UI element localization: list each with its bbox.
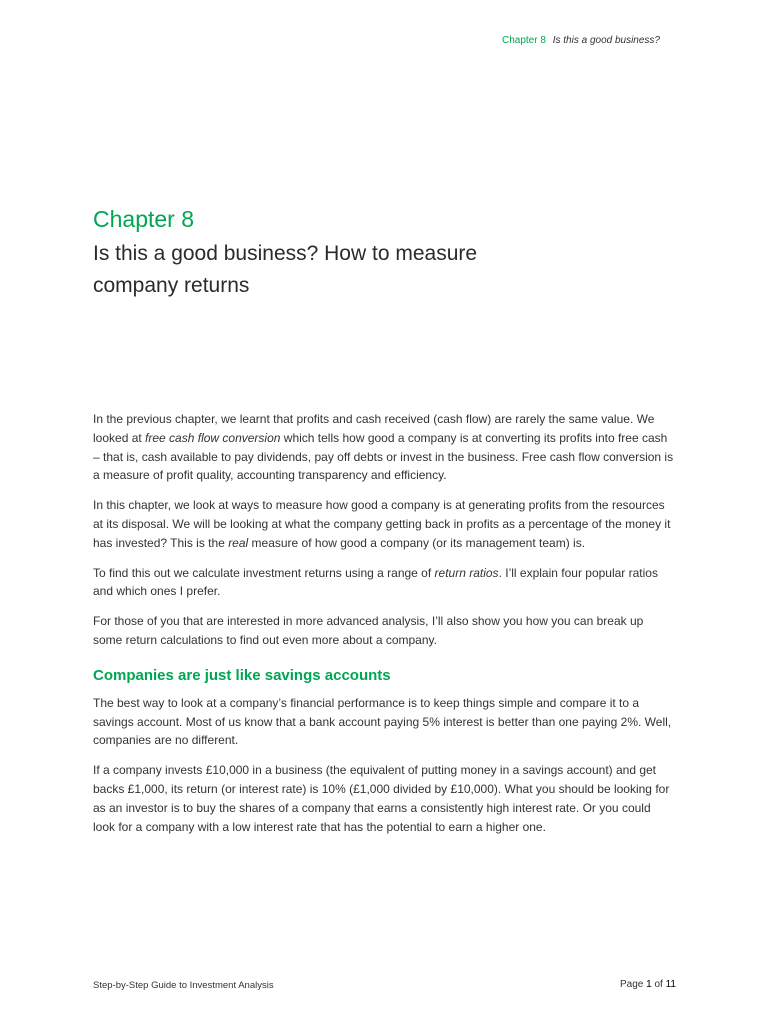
paragraph-1: [93, 410, 675, 485]
page-label: Page: [620, 979, 644, 990]
body-text: [93, 410, 675, 847]
paragraph-4: For those of you that are interested in more advanced analysis, I’ll also show you how you can break up some return calculations to find out even more about a company.: [93, 614, 644, 647]
paragraph-6: If a company invests £10,000 in a business (the equivalent of putting money in a savings account) and get backs £1,000, its return (or interest rate) is 10% (£1,000 divided by £10,000). What you should be looking for as an investor is to buy the shares of a company that earns a consistently high interest rate. Or you could look for a company with a low interest rate that has the potential to earn a higher one.: [93, 763, 670, 834]
running-header: [502, 35, 660, 46]
chapter-title-line2: company returns: [93, 274, 250, 297]
footer-page-number: [620, 979, 676, 990]
paragraph-3-text-a: To find this out we calculate investment returns using a range of: [93, 565, 435, 580]
paragraph-1-emphasis: free cash flow conversion: [145, 430, 281, 445]
section-heading: Companies are just like savings accounts: [93, 666, 391, 684]
paragraph-1-text-b: which tells how good a company is at converting its profits into free cash – that is, cash available to pay dividends, pay off debts or invest in the business. Free cash flow conversion is a measure of profit quality, accounting transparency and efficiency.: [93, 430, 674, 483]
chapter-title-line1: Is this a good business? How to measure: [93, 242, 478, 265]
paragraph-5: The best way to look at a company’s financial performance is to keep things simple and compare it to a savings account. Most of us know that a bank account paying 5% interest is better than one paying 2%. Well, companies are no different.: [93, 695, 672, 748]
paragraph-3-emphasis: return ratios: [434, 565, 499, 580]
page-current: 1: [646, 979, 652, 990]
paragraph-2-emphasis: real: [228, 535, 249, 550]
paragraph-2-text-a: In this chapter, we look at ways to measure how good a company is at generating profits from the resources at its disposal. We will be looking at what the company getting back in profits as a percentage of the money it has invested? This is the: [93, 498, 671, 550]
footer-book-title: Step-by-Step Guide to Investment Analysis: [93, 980, 274, 991]
paragraph-1-text-a: In the previous chapter, we learnt that profits and cash received (cash flow) are rarely the same value. We looked at: [93, 412, 655, 445]
chapter-title: [93, 238, 653, 302]
page-of: of: [654, 979, 663, 990]
paragraph-2: [93, 496, 675, 552]
paragraph-3: [93, 564, 675, 602]
chapter-label: Chapter 8: [93, 206, 195, 232]
paragraph-2-text-b: measure of how good a company (or its management team) is.: [248, 535, 586, 550]
running-header-title: Is this a good business?: [552, 35, 660, 46]
chapter-heading: [93, 204, 653, 302]
running-header-chapter: Chapter 8: [502, 35, 546, 46]
page-total: 11: [665, 979, 676, 990]
paragraph-3-text-b: . I’ll explain four popular ratios and which ones I prefer.: [93, 565, 658, 599]
